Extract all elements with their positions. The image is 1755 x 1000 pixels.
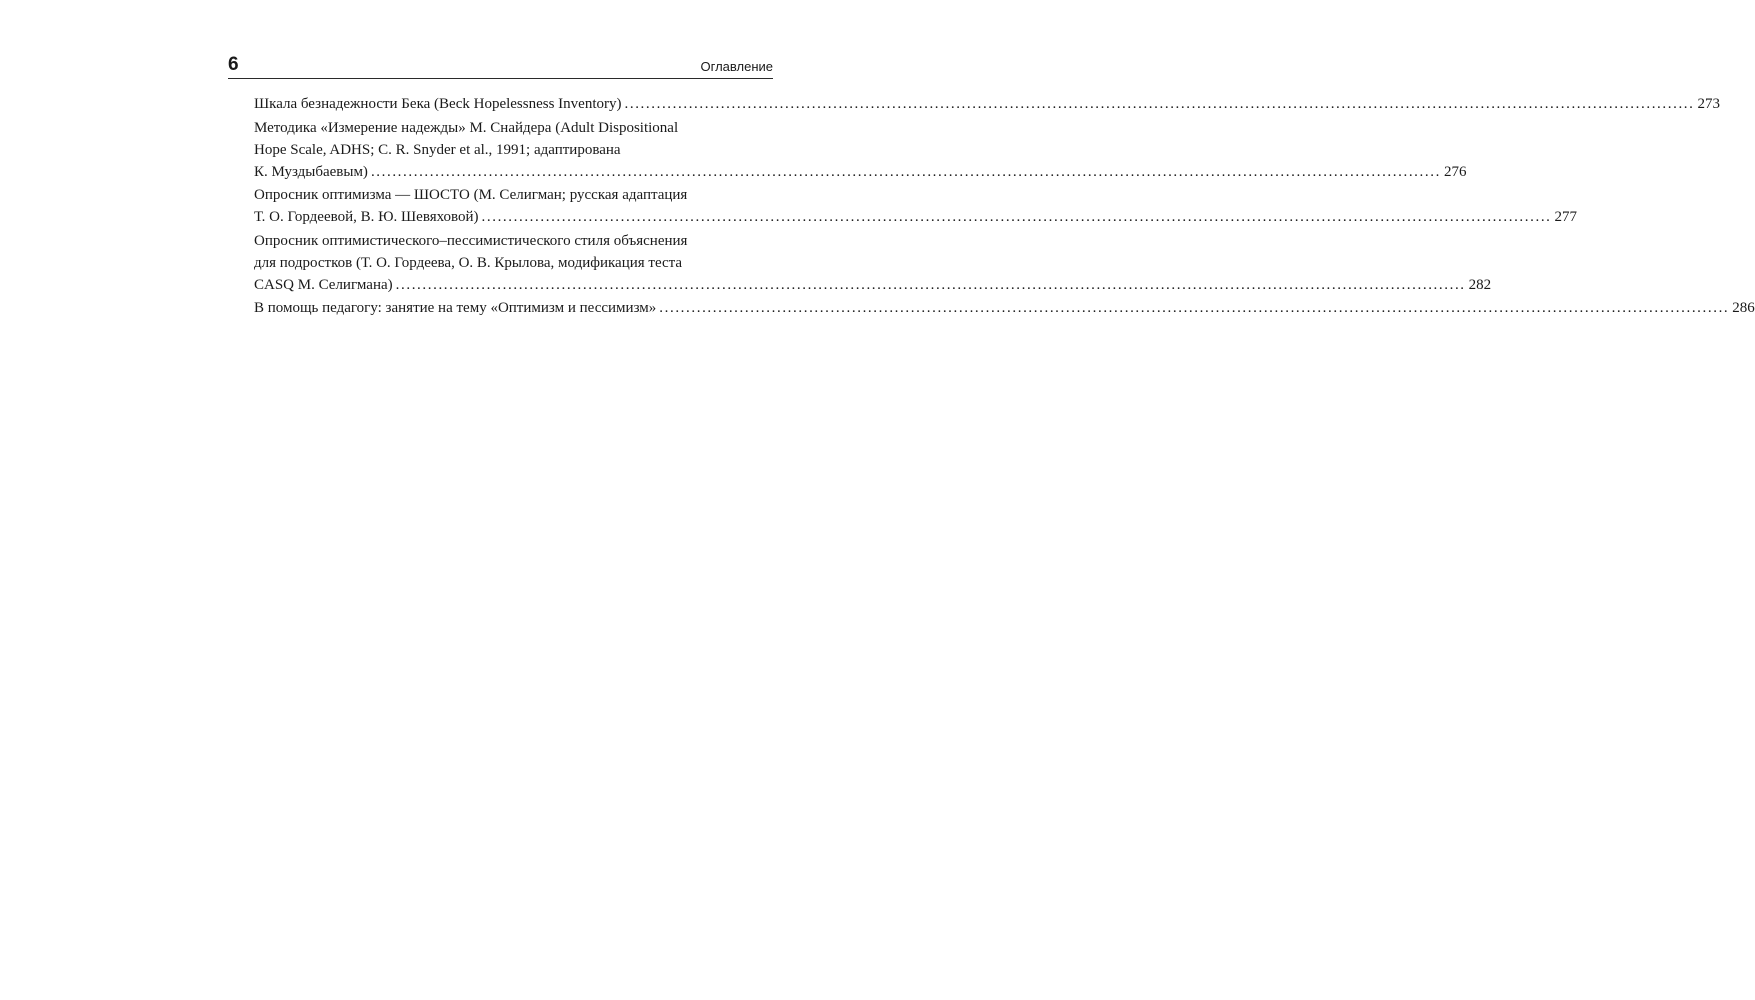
toc-page-number: 282 <box>1468 276 1492 293</box>
toc-entry-line: Опросник оптимистического–пессимистического стиля объяснения <box>254 232 688 249</box>
toc-page-number: 286 <box>1732 300 1755 316</box>
toc-entry <box>254 184 1578 228</box>
toc-page-number: 277 <box>1554 209 1578 225</box>
toc-page-number: 273 <box>1697 96 1720 112</box>
toc-entry-line: Опросник оптимизма — ШОСТО (М. Селигман; русская адаптация <box>254 187 688 203</box>
toc-entry <box>254 117 1467 183</box>
toc-entry-title: К. Муздыбаевым) <box>254 163 368 180</box>
table-of-contents <box>254 93 1755 321</box>
toc-entry <box>254 230 1492 296</box>
toc-entry-line: для подростков (Т. О. Гордеева, О. В. Крылова, модификация теста <box>254 254 683 271</box>
running-title: Оглавление <box>700 59 773 74</box>
toc-entry-line: Hope Scale, ADHS; C. R. Snyder et al., 1991; адаптирована <box>254 141 621 158</box>
toc-entry-last-line <box>254 93 1720 115</box>
toc-entry-title: В помощь педагогу: занятие на тему «Оптимизм и пессимизм» <box>254 300 657 316</box>
page-number: 6 <box>228 54 239 75</box>
toc-entry-last-line <box>254 297 1755 319</box>
toc-entry-title: Шкала безнадежности Бека (Beck Hopelessness Inventory) <box>254 96 622 112</box>
toc-entry-line: Методика «Измерение надежды» М. Снайдера (Adult Dispositional <box>254 119 679 136</box>
toc-entry <box>254 93 1720 115</box>
dot-leader: ........................................................................................................................................................................................................ <box>395 276 1466 293</box>
toc-entry-title: CASQ М. Селигмана) <box>254 276 393 293</box>
toc-entry-last-line <box>254 206 1578 228</box>
dot-leader: ........................................................................................................................................................................................................ <box>624 96 1695 112</box>
dot-leader: ........................................................................................................................................................................................................ <box>659 300 1730 316</box>
toc-entry-last-line <box>254 274 1492 296</box>
page-header <box>228 54 773 79</box>
toc-page-number: 276 <box>1443 163 1467 180</box>
dot-leader: ........................................................................................................................................................................................................ <box>370 163 1441 180</box>
toc-entry <box>254 297 1755 319</box>
toc-entry-title: Т. О. Гордеевой, В. Ю. Шевяховой) <box>254 209 479 225</box>
dot-leader: ........................................................................................................................................................................................................ <box>481 209 1552 225</box>
toc-entry-last-line <box>254 161 1467 183</box>
